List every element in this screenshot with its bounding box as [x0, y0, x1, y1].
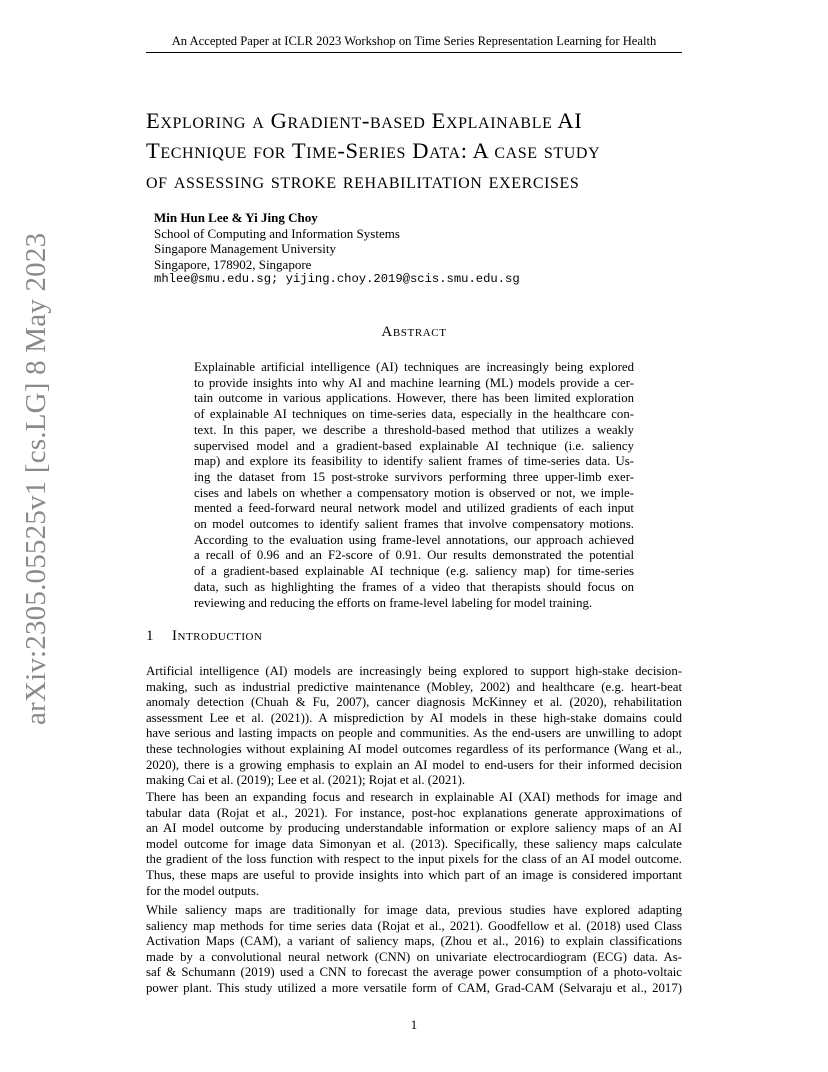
running-header: An Accepted Paper at ICLR 2023 Workshop on Time Series Representation Learning for Health [171, 34, 657, 48]
abstract-body [194, 360, 634, 611]
section-title: Introduction [172, 628, 263, 644]
paragraph-line: making, such as industrial predictive maintenance (Mobley, 2002) and healthcare (e.g. heart-beat [146, 679, 682, 694]
abstract-line: to provide insights into why AI and machine learning (ML) models provide a cer- [194, 375, 634, 390]
paragraph-line: Activation Maps (CAM), a variant of saliency maps, (Zhou et al., 2016) to explain classifications [146, 934, 682, 949]
abstract-line: tain outcome in various applications. However, there has been limited exploration [194, 391, 634, 406]
paragraph-line: anomaly detection (Chuah & Fu, 2007), cancer diagnosis McKinney et al. (2020), rehabilitation [146, 695, 682, 710]
paragraph-line: assessment Lee et al. (2021)). A misprediction by AI models in these high-stake domains could [146, 710, 682, 725]
abstract-line: of explainable AI techniques on time-series data, especially in the healthcare con- [194, 407, 634, 422]
abstract-line: ing the dataset from 15 post-stroke survivors performing three upper-limb exer- [194, 469, 634, 484]
affiliation-line: Singapore, 178902, Singapore [154, 256, 312, 272]
intro-paragraph-3 [146, 903, 682, 997]
paragraph-line: saf & Schumann (2019) used a CNN to forecast the average power consumption of a photo-voltaic [146, 965, 682, 980]
abstract-line: on model outcomes to identify salient frames that involve compensatory motions. [194, 517, 634, 532]
author-block [154, 210, 694, 288]
paragraph-line: the gradient of the loss function with respect to the input pixels for the class of an AI model outcome. [146, 852, 682, 867]
author-emails: mhlee@smu.edu.sg; yijing.choy.2019@scis.smu.edu.sg [154, 272, 520, 286]
header-rule [146, 52, 682, 53]
abstract-line: of a gradient-based explainable AI technique (e.g. saliency map) for time-series [194, 564, 634, 579]
title-line: Technique for Time-Series Data: A case study [146, 138, 601, 163]
paragraph-line: power plant. This study utilized a more versatile form of CAM, Grad-CAM (Selvaraju et al., 2017) [146, 980, 682, 995]
abstract-line: map) and explore its feasibility to identify salient frames of time-series data. Us- [194, 454, 634, 469]
paragraph-line: model outcome for image data Simonyan et al. (2013). Specifically, these saliency maps calculate [146, 836, 682, 851]
title-line: Exploring a Gradient-based Explainable AI [146, 108, 583, 133]
paragraph-line: tabular data (Rojat et al., 2021). For instance, post-hoc explanations generate approximations of [146, 805, 682, 820]
paragraph-line: an AI model outcome by producing understandable information or explore saliency maps of an AI [146, 821, 682, 836]
title-line: of assessing stroke rehabilitation exercises [146, 168, 580, 193]
abstract-line: According to the evaluation using frame-level annotations, our approach achieved [194, 532, 634, 547]
section-number: 1 [146, 628, 154, 644]
paragraph-line: Artificial intelligence (AI) models are increasingly being explored to support high-stake decision- [146, 664, 682, 678]
abstract-line: text. In this paper, we describe a threshold-based method that utilizes a weakly [194, 422, 634, 437]
abstract-line: supervised model and a gradient-based explainable AI technique (i.e. saliency [194, 438, 634, 453]
author-names: Min Hun Lee & Yi Jing Choy [154, 210, 318, 225]
abstract-line: a recall of 0.96 and an F2-score of 0.91. Our results demonstrated the potential [194, 548, 634, 563]
intro-paragraph-2 [146, 790, 682, 899]
abstract-heading: Abstract [381, 324, 447, 340]
paragraph-line: for the model outputs. [146, 883, 260, 898]
paragraph-line: Thus, these maps are useful to provide insights into which part of an image is considered important [146, 867, 682, 882]
section-heading-introduction [146, 628, 262, 645]
paragraph-line: While saliency maps are traditionally for image data, previous studies have explored adapting [146, 903, 682, 917]
paragraph-line: There has been an expanding focus and research in explainable AI (XAI) methods for image and [146, 790, 682, 804]
abstract-line: mented a feed-forward neural network model and utilized gradients of each input [194, 501, 634, 516]
paragraph-line: these technologies without explaining AI model outcomes regardless of its performance (Wang et al., [146, 741, 682, 756]
paragraph-line: have serious and lasting impacts on people and communities. As the end-users are unwilling to adopt [146, 726, 682, 741]
affiliation-line: School of Computing and Information Systems [154, 225, 400, 241]
paragraph-line: 2020), there is a growing emphasis to explain an AI model to end-users for their informed decision [146, 757, 682, 772]
arxiv-identifier: arXiv:2305.05525v1 [cs.LG] 8 May 2023 [20, 232, 52, 725]
abstract-line: reviewing and reducing the efforts on frame-level labeling for model training. [194, 595, 593, 610]
abstract-line: data, such as highlighting the frames of a video that therapists should focus on [194, 579, 634, 594]
abstract-line: Explainable artificial intelligence (AI) techniques are increasingly being explored [194, 360, 634, 374]
page-number: 1 [410, 1018, 418, 1032]
abstract-line: cises and labels on whether a compensatory motion is observed or not, we imple- [194, 485, 634, 500]
paragraph-line: making Cai et al. (2019); Lee et al. (2021); Rojat et al. (2021). [146, 773, 466, 788]
affiliation-line: Singapore Management University [154, 241, 336, 256]
paper-title [146, 106, 706, 196]
paragraph-line: made by a convolutional neural network (CNN) on univariate electrocardiogram (ECG) data. As- [146, 949, 682, 964]
paragraph-line: saliency map methods for time series data (Rojat et al., 2021). Goodfellow et al. (2018) used Class [146, 918, 682, 933]
intro-paragraph-1 [146, 664, 682, 789]
